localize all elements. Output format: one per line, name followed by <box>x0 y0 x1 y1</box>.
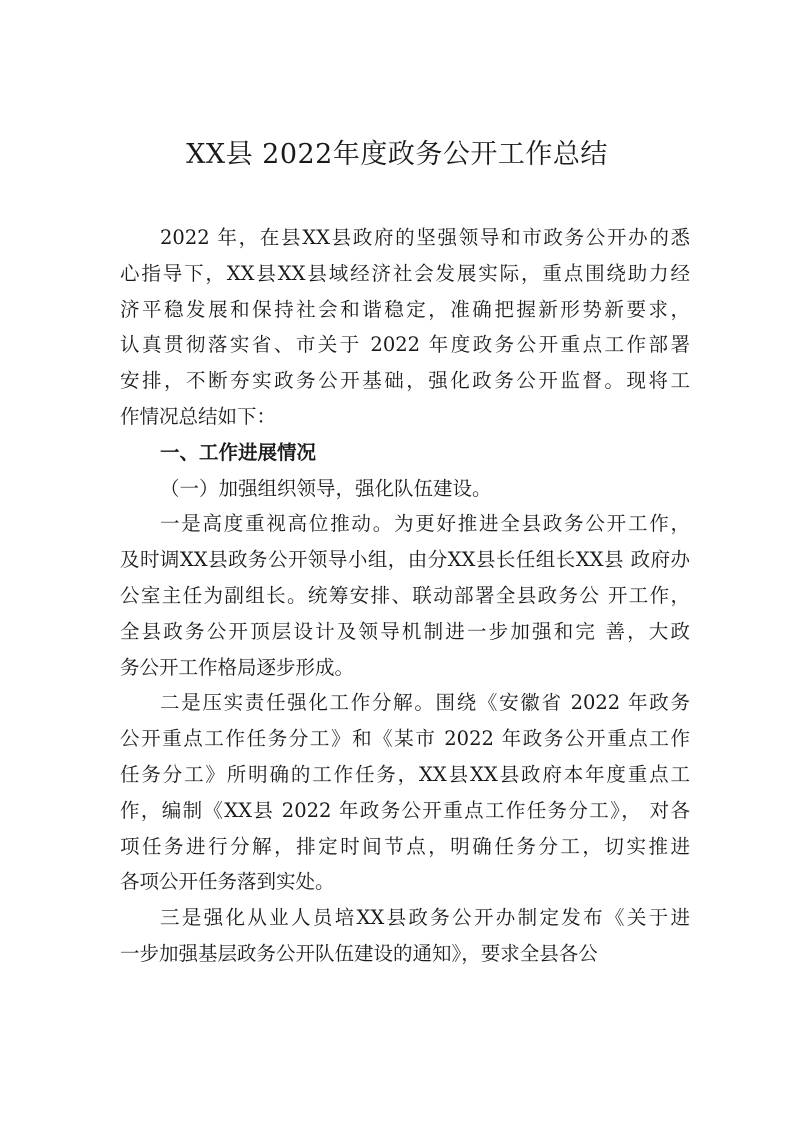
text-line: 心指导下，XX县XX县域经济社会发展实际，重点围绕助力经 <box>120 261 690 285</box>
text-line: 项任务进行分解，排定时间节点，明确任务分工，切实推进 <box>120 834 690 858</box>
text-line: 各项公开任务落到实处。 <box>120 870 335 894</box>
paragraph-point-three <box>120 900 690 972</box>
text-line: 作，编制《XX县 2022 年政务公开重点工作任务分工》， 对各 <box>120 798 690 822</box>
paragraph-point-one <box>120 506 690 685</box>
text-line: 任务分工》所明确的工作任务，XX县XX县政府本年度重点工 <box>120 762 690 786</box>
text-line: 全县政务公开顶层设计及领导机制进一步加强和完 善，大政 <box>120 619 690 643</box>
text-line: 二是压实责任强化工作分解。围绕《安徽省 2022 年政务 <box>160 691 690 715</box>
text-line: 公开重点工作任务分工》和《某市 2022 年政务公开重点工作 <box>120 727 690 751</box>
text-line: 认真贯彻落实省、市关于 2022 年度政务公开重点工作部署 <box>120 333 690 357</box>
text-line: 及时调XX县政务公开领导小组，由分XX县长任组长XX县 政府办 <box>120 548 690 572</box>
document-title: XX县 2022年度政务公开工作总结 <box>186 139 608 170</box>
paragraph-intro <box>120 220 690 435</box>
document-body <box>120 220 690 972</box>
text-line: 务公开工作格局逐步形成。 <box>120 655 355 679</box>
text-line: 2022 年，在县XX县政府的坚强领导和市政务公开办的悉 <box>160 226 690 249</box>
text-line: 三是强化从业人员培XX县政务公开办制定发布《关于进 <box>160 906 690 930</box>
text-line: 一步加强基层政务公开队伍建设的通知》，要求全县各公 <box>120 941 598 965</box>
section-subheading: （一）加强组织领导，强化队伍建设。 <box>160 476 492 500</box>
text-line: 安排，不断夯实政务公开基础，强化政务公开监督。现将工 <box>120 369 690 393</box>
text-line: 一是高度重视高位推动。为更好推进全县政务公开工作， <box>160 512 690 536</box>
section-heading: 一、工作进展情况 <box>160 440 317 464</box>
text-line: 作情况总结如下： <box>120 404 277 428</box>
paragraph-point-two <box>120 685 690 900</box>
text-line: 公室主任为副组长。统筹安排、联动部署全县政务公 开工作， <box>120 583 690 607</box>
text-line: 济平稳发展和保持社会和谐稳定，准确把握新形势新要求， <box>120 297 690 321</box>
